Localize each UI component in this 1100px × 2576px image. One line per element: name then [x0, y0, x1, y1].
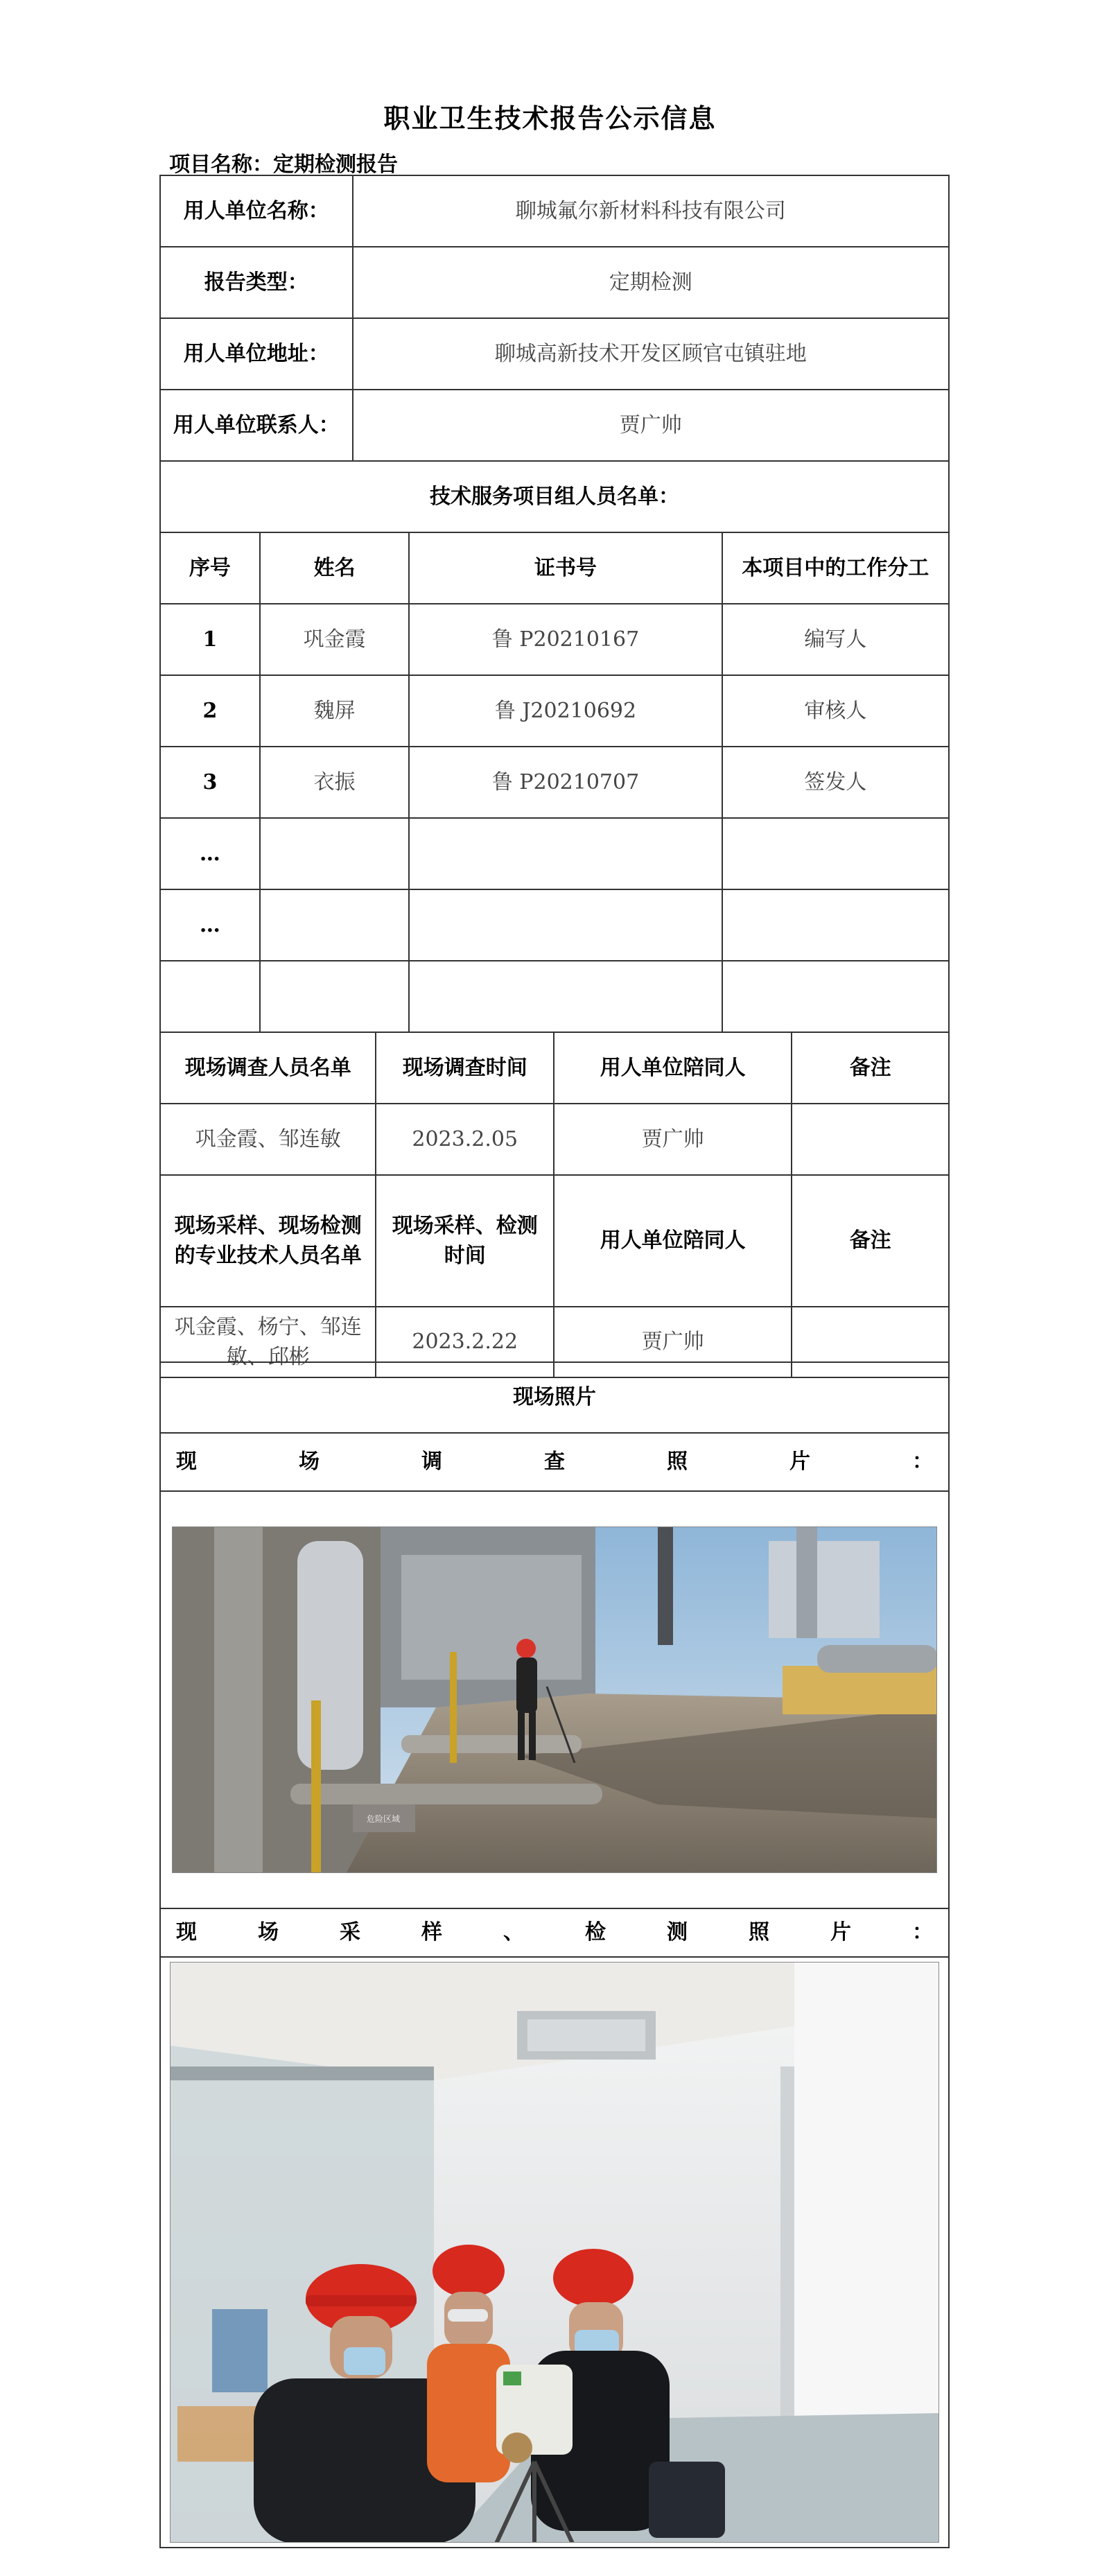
col-header-certificate: 证书号	[410, 533, 722, 603]
survey-escort-header: 用人单位陪同人	[555, 1033, 792, 1103]
sampling-time: 2023.2.22	[376, 1307, 555, 1377]
row-index: …	[161, 819, 261, 889]
survey-time: 2023.2.05	[376, 1104, 555, 1174]
caption-char: 现	[176, 1450, 197, 1474]
survey-escort: 贾广帅	[555, 1104, 792, 1174]
work-role	[723, 961, 950, 1032]
table-row	[159, 817, 950, 889]
caption-char: 场	[258, 1920, 279, 1945]
sampling-scene	[171, 1963, 939, 2543]
report-type-row	[159, 246, 950, 317]
work-role: 编写人	[723, 604, 950, 675]
sampling-header-row	[159, 1174, 950, 1306]
caption-char: 片	[830, 1920, 851, 1945]
col-header-index: 序号	[161, 533, 261, 603]
employer-value: 聊城氟尔新材料科技有限公司	[353, 176, 950, 246]
sampling-photo-caption-row	[159, 1908, 950, 1956]
survey-staff-header: 现场调查人员名单	[161, 1033, 376, 1103]
caption-char: 场	[299, 1450, 320, 1474]
work-role: 审核人	[723, 676, 950, 746]
address-value: 聊城高新技术开发区顾官屯镇驻地	[353, 319, 950, 389]
address-label: 用人单位地址：	[161, 319, 353, 389]
caption-char: ：	[912, 1920, 933, 1945]
caption-char: 照	[749, 1920, 769, 1945]
sampling-staff: 巩金霞、杨宁、邹连敏、邱彬	[161, 1307, 376, 1377]
survey-time-header: 现场调查时间	[376, 1033, 555, 1103]
onsite-sampling-photo	[170, 1962, 939, 2543]
caption-char: 样	[421, 1920, 442, 1945]
survey-photo-caption	[161, 1434, 950, 1490]
sampling-photo-row	[159, 1956, 950, 2548]
survey-photo-cell	[161, 1492, 950, 1908]
sampling-time-header: 现场采样、检测时间	[376, 1176, 555, 1306]
caption-char: 测	[667, 1920, 688, 1945]
table-row	[159, 960, 950, 1032]
caption-char: 片	[789, 1450, 810, 1474]
contact-label: 用人单位联系人：	[161, 390, 353, 460]
team-heading: 技术服务项目组人员名单：	[161, 462, 950, 532]
survey-header-row	[159, 1032, 950, 1103]
col-header-role: 本项目中的工作分工	[723, 533, 950, 603]
team-heading-row	[159, 460, 950, 532]
caption-char: 查	[544, 1450, 565, 1474]
survey-staff: 巩金霞、邹连敏	[161, 1104, 376, 1174]
contact-value: 贾广帅	[353, 390, 950, 460]
member-name: 衣振	[261, 747, 410, 817]
work-role	[723, 890, 950, 960]
contact-row	[159, 389, 950, 460]
sampling-photo-cell	[161, 1958, 950, 2547]
employer-row	[159, 175, 950, 246]
survey-remark-header: 备注	[792, 1033, 950, 1103]
survey-photo-caption-row	[159, 1432, 950, 1490]
row-index: 1	[161, 604, 261, 675]
warning-sign-text: 危险区域	[367, 1814, 401, 1824]
photo-heading-row	[159, 1361, 950, 1432]
row-index	[161, 961, 261, 1032]
info-table	[159, 175, 950, 1378]
caption-char: 采	[340, 1920, 360, 1945]
caption-char: 、	[503, 1920, 524, 1945]
photo-heading: 现场照片	[161, 1363, 950, 1432]
caption-char: 调	[421, 1450, 442, 1474]
certificate-number	[410, 890, 722, 960]
row-index: 3	[161, 747, 261, 817]
report-type-value: 定期检测	[353, 247, 950, 317]
work-role	[723, 819, 950, 889]
certificate-number	[410, 819, 722, 889]
caption-char: 现	[176, 1920, 197, 1945]
certificate-number	[410, 961, 722, 1032]
sampling-photo-caption	[161, 1909, 950, 1956]
survey-photo-row	[159, 1490, 950, 1908]
page-title: 职业卫生技术报告公示信息	[383, 103, 717, 134]
member-name	[261, 961, 410, 1032]
member-name	[261, 819, 410, 889]
member-name	[261, 890, 410, 960]
survey-values-row	[159, 1103, 950, 1174]
factory-scene	[173, 1527, 937, 1873]
work-role: 签发人	[723, 747, 950, 817]
table-row	[159, 746, 950, 817]
project-name: 项目名称：定期检测报告	[169, 153, 398, 177]
employer-label: 用人单位名称：	[161, 176, 353, 246]
table-row	[159, 889, 950, 960]
caption-char: 照	[667, 1450, 688, 1474]
table-row	[159, 603, 950, 675]
certificate-number: 鲁 P20210707	[410, 747, 722, 817]
table-row	[159, 675, 950, 746]
certificate-number: 鲁 J20210692	[410, 676, 722, 746]
report-type-label: 报告类型：	[161, 247, 353, 317]
caption-char: 检	[585, 1920, 606, 1945]
photo-table	[159, 1361, 950, 2548]
address-row	[159, 317, 950, 389]
sampling-remark-header: 备注	[792, 1176, 950, 1306]
team-header-row	[159, 532, 950, 603]
sampling-staff-header: 现场采样、现场检测的专业技术人员名单	[161, 1176, 376, 1306]
member-name: 魏屏	[261, 676, 410, 746]
row-index: …	[161, 890, 261, 960]
row-index: 2	[161, 676, 261, 746]
sampling-escort: 贾广帅	[555, 1307, 792, 1377]
member-name: 巩金霞	[261, 604, 410, 675]
factory-survey-photo	[172, 1526, 937, 1873]
survey-remark	[792, 1104, 950, 1174]
col-header-name: 姓名	[261, 533, 410, 603]
caption-char: ：	[912, 1450, 933, 1474]
sampling-escort-header: 用人单位陪同人	[555, 1176, 792, 1306]
certificate-number: 鲁 P20210167	[410, 604, 722, 675]
